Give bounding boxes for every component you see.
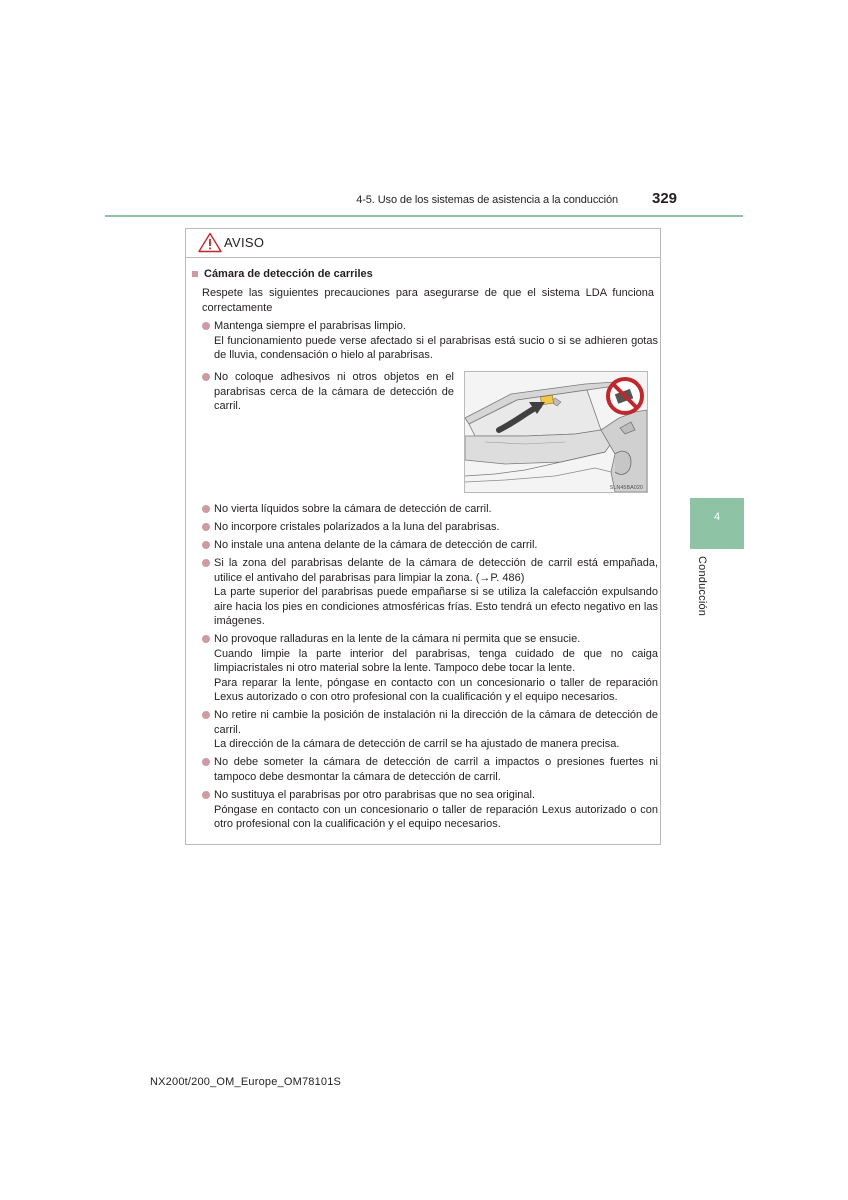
item-text: La parte superior del parabrisas puede empañarse si se utiliza la calefacción expulsando aire hacia los pies en condiciones atmosféricas frías. Esto tendrá un efecto negativo en las imágenes. [214,586,658,627]
item-text: El funcionamiento puede verse afectado si el parabrisas está sucio o si se adhieren gotas de lluvia, condensación o hielo al parabrisas. [214,334,658,361]
list-item [202,632,658,705]
chapter-tab[interactable] [690,498,744,549]
warning-label: AVISO [224,235,265,250]
bullet-icon [202,541,210,549]
bullet-icon [202,523,210,531]
chapter-number: 4 [713,511,721,523]
list-item [202,319,658,363]
bullet-icon [202,322,210,330]
bullet-icon [202,711,210,719]
square-bullet-icon [192,271,198,277]
footer-document-code: NX200t/200_OM_Europe_OM78101S [150,1076,342,1088]
item-text: No coloque adhesivos ni otros objetos en el parabrisas cerca de la cámara de detección de carril. [214,371,454,412]
item-text: No debe someter la cámara de detección de carril a impactos o presiones fuertes ni tampoco debe desmontar la cámara de detección de carril. [214,756,658,783]
list-item [202,788,658,832]
list-item [202,556,658,629]
item-text: No incorpore cristales polarizados a la luna del parabrisas. [214,521,500,533]
item-text: Para reparar la lente, póngase en contacto con un concesionario o taller de reparación Lexus autorizado o con otro profesional con la cualificación y el equipo necesarios. [214,676,658,703]
list-item [202,538,658,553]
item-text: No instale una antena delante de la cámara de detección de carril. [214,539,538,551]
item-text: No vierta líquidos sobre la cámara de detección de carril. [214,503,492,515]
header-divider [105,215,743,217]
bullet-icon [202,635,210,643]
warning-triangle-icon [198,232,222,253]
illustration-code: SLN45BA020 [609,485,643,491]
header-section-title: 4-5. Uso de los sistemas de asistencia a la conducción [356,194,618,206]
list-item [202,502,658,517]
item-text: No provoque ralladuras en la lente de la cámara ni permita que se ensucie. [214,633,581,645]
item-text: Mantenga siempre el parabrisas limpio. [214,320,406,332]
item-text: La dirección de la cámara de detección de carril se ha ajustado de manera precisa. [214,738,620,750]
windshield-illustration [464,371,648,493]
list-item [202,755,658,784]
prohibition-sign-icon [605,376,645,416]
list-item [202,708,658,752]
item-text: Cuando limpie la parte interior del parabrisas, tenga cuidado de que no caiga limpiacristales ni otro material sobre la lente. Tampoco debe tocar la lente. [214,647,658,674]
bullet-icon [202,559,210,567]
warning-header [186,229,660,258]
section-title-text: Cámara de detección de carriles [204,268,373,280]
intro-text: Respete las siguientes precauciones para asegurarse de que el sistema LDA funciona correctamente [202,287,654,314]
section-title [192,268,373,280]
page-number: 329 [652,190,678,207]
item-text: No retire ni cambie la posición de instalación ni la dirección de la cámara de detección de carril. [214,709,658,736]
bullet-icon [202,373,210,381]
bullet-icon [202,505,210,513]
list-item [202,370,454,414]
warning-box [185,228,661,845]
bullet-icon [202,758,210,766]
chapter-label: Conducción [696,556,708,617]
item-text: Póngase en contacto con un concesionario o taller de reparación Lexus autorizado o con otro profesional con la cualificación y el equipo necesarios. [214,803,658,830]
item-text: No sustituya el parabrisas por otro parabrisas que no sea original. [214,789,536,801]
list-item [202,520,658,535]
item-text: Si la zona del parabrisas delante de la cámara de detección de carril está empañada, utilice el antivaho del parabrisas para limpiar la zona. (→P. 486) [214,557,658,584]
bullet-icon [202,791,210,799]
